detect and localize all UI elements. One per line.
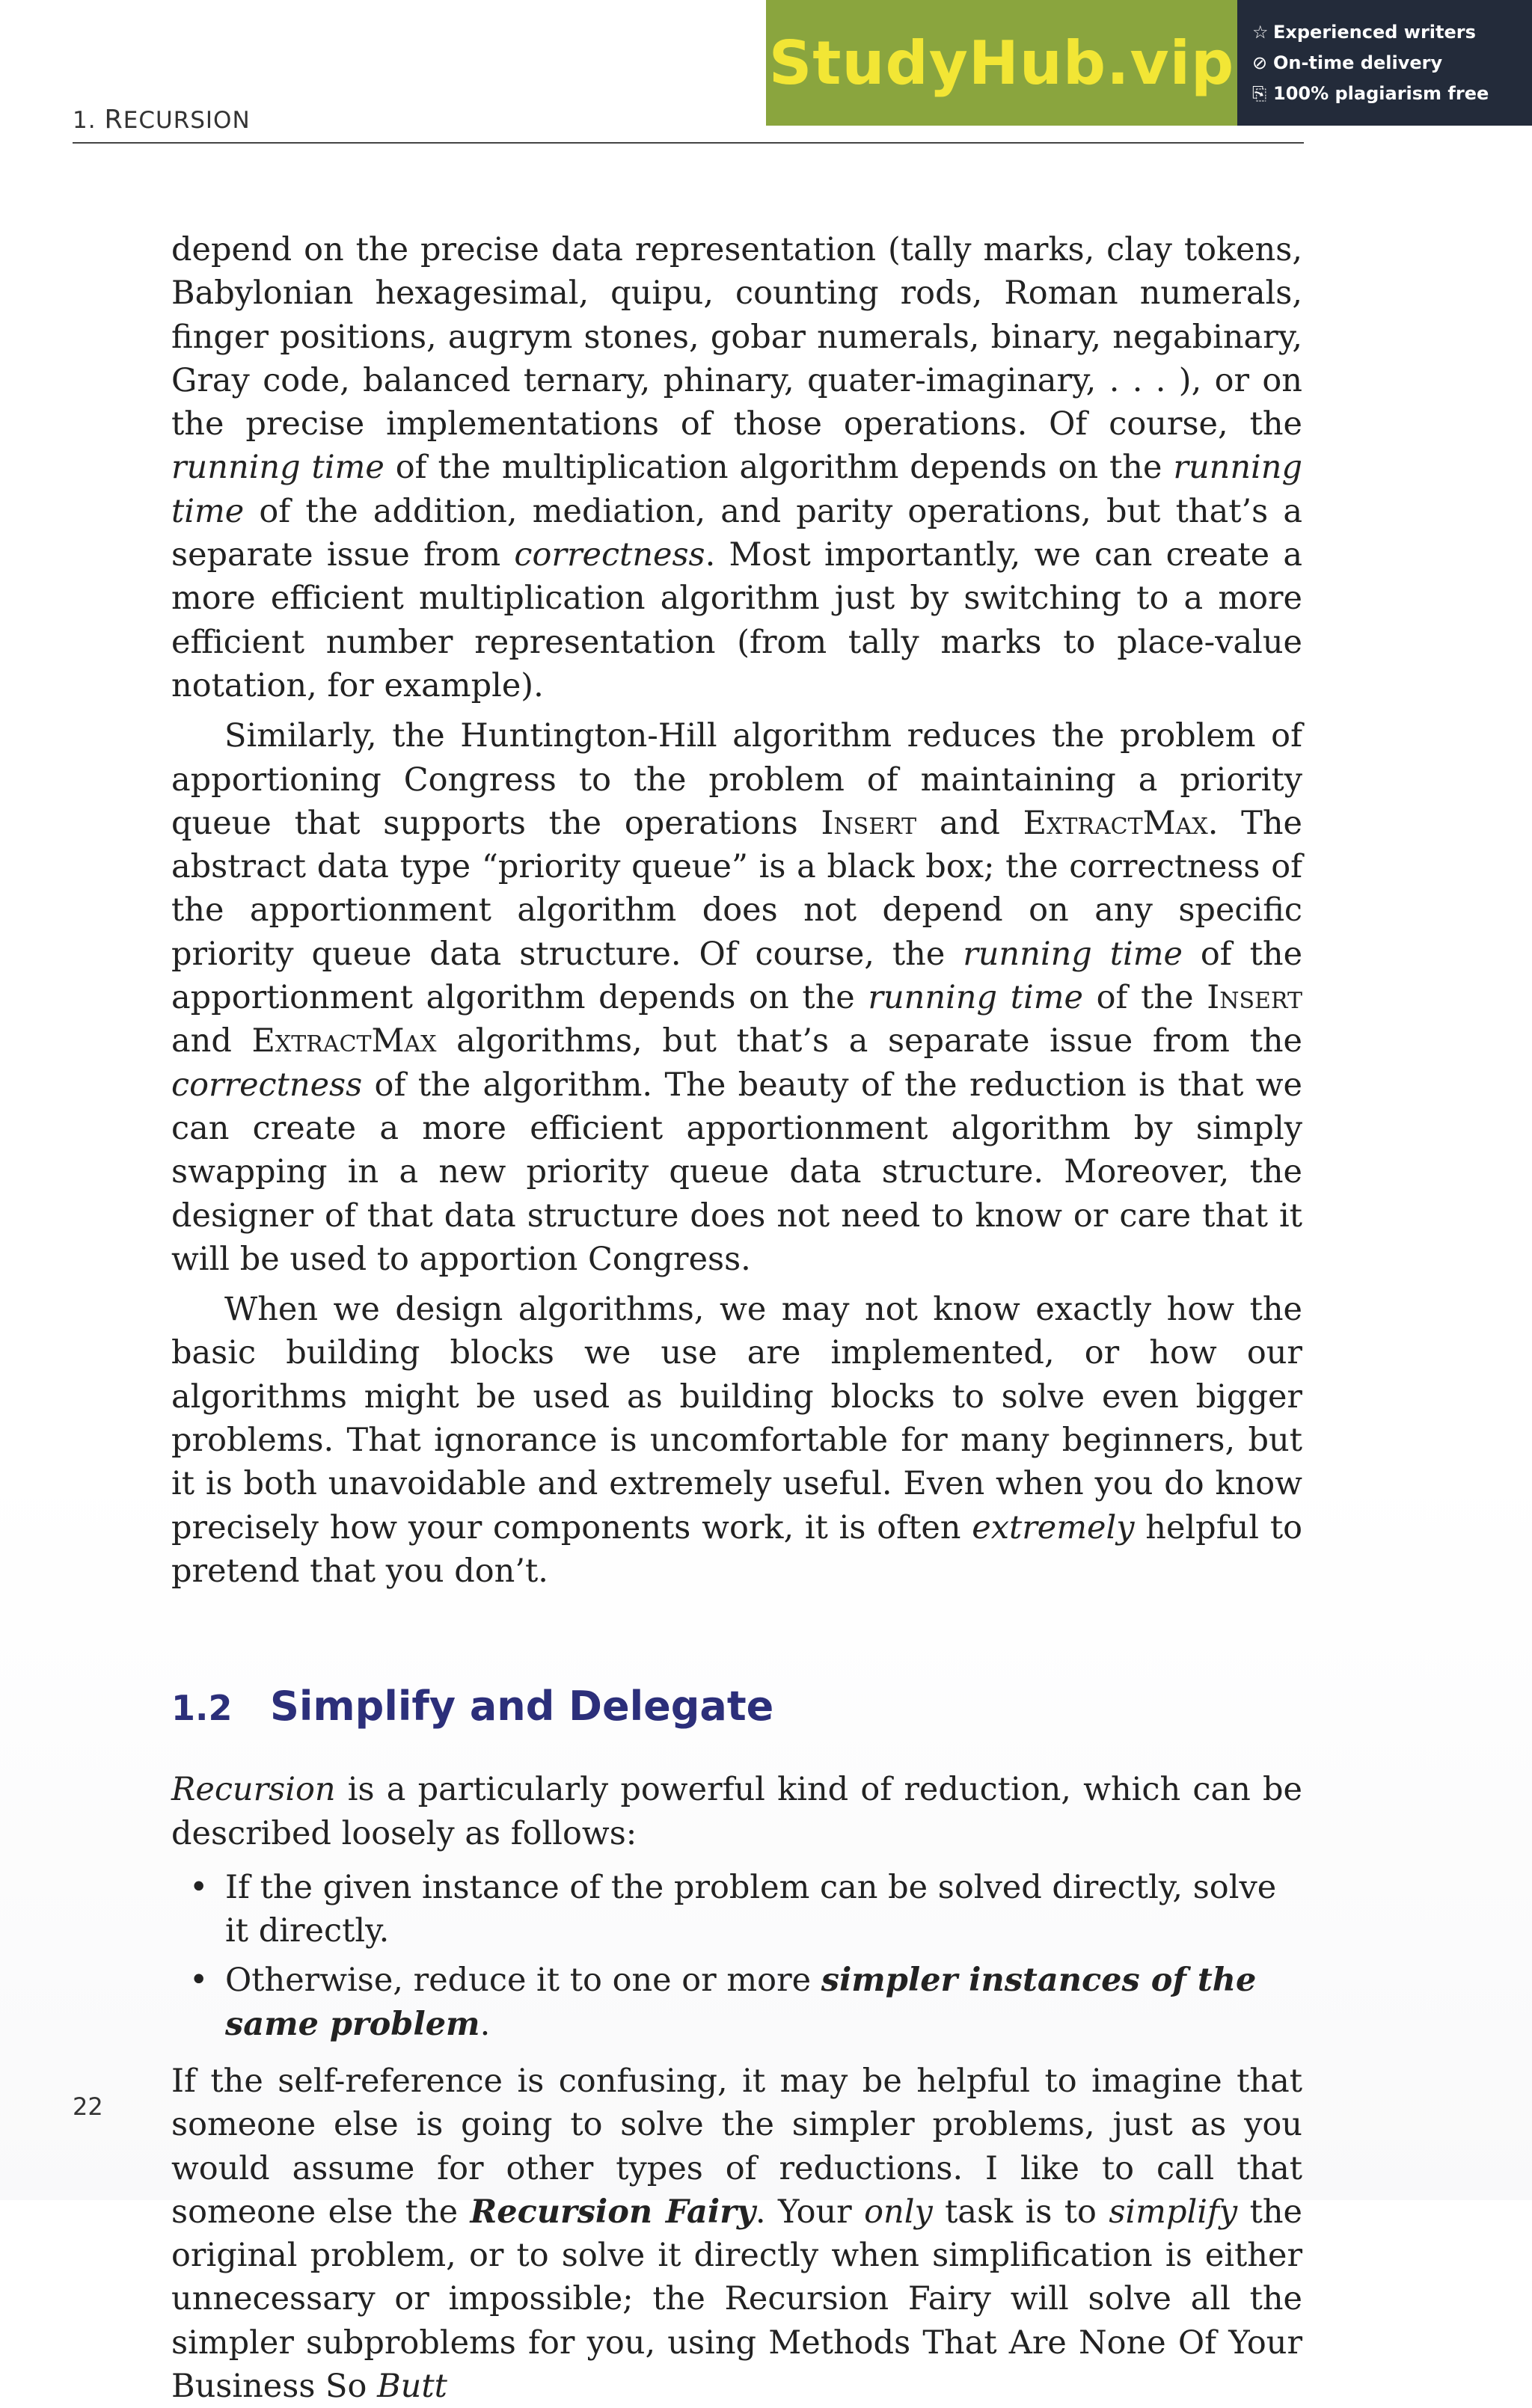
- section-heading: [171, 1684, 1302, 1730]
- copy-check-icon: ⎘: [1252, 82, 1267, 104]
- paragraph: If the self-reference is confusing, it may be helpful to imagine that someone else is going to solve the simpler problems, just as you would assume for other types of reductions. I like to call that someone else the Recursion Fairy. Your only task is to simplify the original problem, or to solve it directly when simplification is either unnecessary or impossible; the Recursion Fairy will solve all the simpler subproblems for you, using Methods That Are None Of Your Business So Butt: [171, 2062, 1302, 2406]
- star-icon: ☆: [1252, 21, 1269, 43]
- clock-icon: ⊘: [1252, 52, 1268, 73]
- section-number: 1.2: [171, 1688, 233, 1729]
- chapter-title-rest: ECURSION: [123, 107, 251, 134]
- feature-text: Experienced writers: [1273, 21, 1476, 43]
- page-content: [171, 228, 1302, 2408]
- feature-text: On-time delivery: [1273, 52, 1443, 73]
- bullet-icon: •: [189, 1868, 209, 1906]
- header-rule: [73, 142, 1304, 144]
- paragraph: Similarly, the Huntington-Hill algorithm reduces the problem of apportioning Congress to the problem of maintaining a priority queue that supports the operations Insert and ExtractMax. The abstract data type “priority queue” is a black box; the correctness of the apportionment algorithm does not depend on any specific priority queue data structure. Of course, the running time of the apportionment algorithm depends on the running time of the Insert and ExtractMax algorithms, but that’s a separate issue from the correctness of the algorithm. The beauty of the reduction is that we can create a more efficient apportionment algorithm by simply swapping in a new priority queue data structure. Moreover, the designer of that data structure does not need to know or care that it will be used to apportion Congress.: [171, 717, 1303, 1278]
- banner-logo[interactable]: [766, 0, 1237, 126]
- banner-feature: [1252, 48, 1532, 79]
- paragraph: depend on the precise data representation (tally marks, clay tokens, Babylonian hexagesimal, quipu, counting rods, Roman numerals, finger positions, augrym stones, gobar numerals, binary, negabinary, Gray code, balanced ternary, phinary, quater-imaginary, . . . ), or on the precise implementations of those operations. Of course, the running time of the multiplication algorithm depends on the running time of the addition, mediation, and parity operations, but that’s a separate issue from correctness. Most importantly, we can create a more efficient multiplication algorithm just by switching to a more efficient number representation (from tally marks to place-value notation, for example).: [171, 231, 1302, 704]
- list-item: • If the given instance of the problem can be solved directly, solve it directly.: [171, 1866, 1302, 1953]
- list-item: • Otherwise, reduce it to one or more simpler instances of the same problem.: [171, 1959, 1302, 2046]
- paragraph: When we design algorithms, we may not know exactly how the basic building blocks we use are implemented, or how our algorithms might be used as building blocks to solve even bigger problems. That ignorance is uncomfortable for many beginners, but it is both unavoidable and extremely useful. Even when you do know precisely how your components work, it is often extremely helpful to pretend that you don’t.: [171, 1291, 1302, 1590]
- banner-feature: [1252, 17, 1532, 48]
- bullet-icon: •: [189, 1962, 209, 2000]
- running-header: [73, 105, 251, 135]
- page-number: 22: [73, 2092, 103, 2121]
- chapter-title-initial: R: [104, 105, 123, 135]
- banner-feature: [1252, 79, 1532, 109]
- banner-features: [1237, 0, 1532, 126]
- ad-banner[interactable]: [766, 0, 1532, 126]
- chapter-number: 1.: [73, 107, 96, 134]
- bullet-list: [171, 1866, 1302, 2046]
- banner-logo-text: StudyHub.vip: [768, 28, 1235, 98]
- section-title: Simplify and Delegate: [270, 1683, 774, 1730]
- paragraph: Recursion is a particularly powerful kind of reduction, which can be described loosely as follows:: [171, 1771, 1302, 1852]
- feature-text: 100% plagiarism free: [1273, 82, 1489, 104]
